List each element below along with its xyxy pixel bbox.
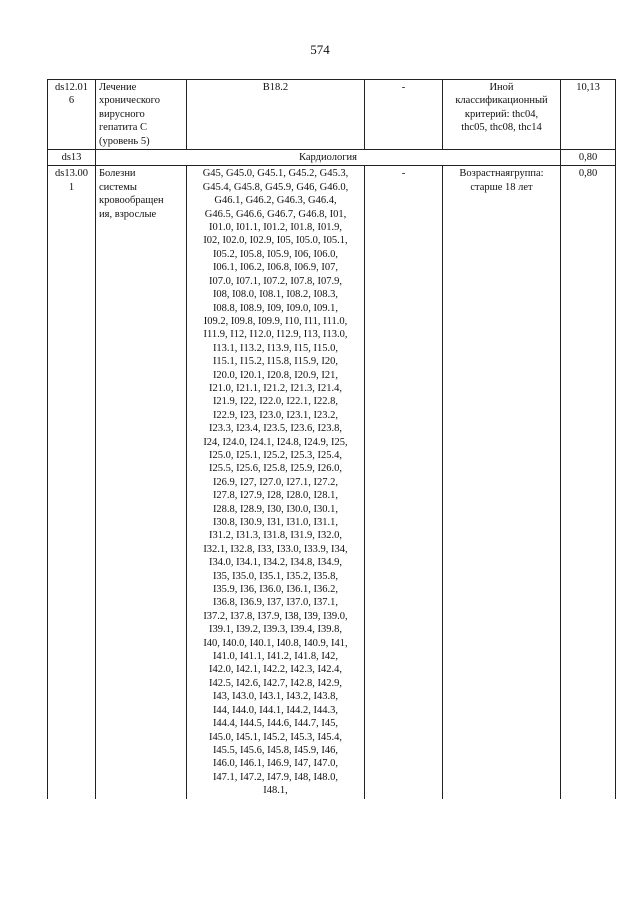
mkb-code-line: G45.4, G45.8, G45.9, G46, G46.0,	[202, 181, 349, 193]
mkb-code-line: I30.8, I30.9, I31, I31.0, I31.1,	[212, 517, 339, 528]
mkb-code-line: I08.8, I08.9, I09, I09.0, I09.1,	[212, 302, 339, 314]
criterion-cell	[443, 166, 561, 799]
mkb-code-line: I25.0, I25.1, I25.2, I25.3, I25.4,	[209, 449, 342, 461]
group-code-cell	[48, 166, 96, 799]
mkb-code-line: I06.1, I06.2, I06.8, I06.9, I07,	[212, 262, 339, 274]
mkb-code-line: I01.0, I01.1, I01.2, I01.8, I01.9,	[209, 222, 342, 234]
mkb-code-line: I28.8, I28.9, I30, I30.0, I30.1,	[212, 503, 339, 515]
table-row	[48, 166, 616, 799]
mkb-code-line: I07.0, I07.1, I07.2, I07.8, I07.9,	[209, 275, 342, 287]
coefficient: 10,13	[576, 82, 600, 93]
mkb-code-line: I35, I35.0, I35.1, I35.2, I35.8,	[212, 570, 339, 582]
service-code: -	[401, 168, 406, 180]
service-code: -	[401, 82, 406, 93]
mkb-code-line: I21.9, I22, I22.0, I22.1, I22.8,	[212, 396, 339, 408]
page-number: 574	[310, 42, 330, 57]
mkb-code-line: I15.1, I15.2, I15.8, I15.9, I20,	[212, 356, 339, 368]
mkb-code-line: I22.9, I23, I23.0, I23.1, I23.2,	[212, 409, 339, 421]
service-code-cell	[365, 80, 443, 150]
mkb-code-line: G45, G45.0, G45.1, G45.2, G45.3,	[202, 168, 349, 180]
mkb-code-line: I45.5, I45.6, I45.8, I45.9, I46,	[212, 744, 339, 756]
coefficient: 0,80	[578, 168, 598, 180]
section-row	[48, 150, 616, 166]
section-title-cell	[96, 150, 561, 166]
mkb-code-line: I24, I24.0, I24.1, I24.8, I24.9, I25,	[203, 436, 348, 448]
mkb-code-line: I27.8, I27.9, I28, I28.0, I28.1,	[212, 490, 339, 502]
group-code: ds13.00 1	[55, 168, 88, 193]
mkb-code-line: I47.1, I47.2, I47.9, I48, I48.0,	[212, 771, 339, 783]
mkb-code-line: I45.0, I45.1, I45.2, I45.3, I45.4,	[209, 731, 342, 743]
table-row	[48, 80, 616, 150]
mkb-code-line: I05.2, I05.8, I05.9, I06, I06.0,	[212, 248, 339, 260]
group-code: ds12.01 6	[55, 82, 88, 107]
mkb-code-line: I42.0, I42.1, I42.2, I42.3, I42.4,	[209, 664, 342, 676]
group-code-cell	[48, 80, 96, 150]
section-coefficient-cell	[561, 150, 616, 166]
mkb-code-line: I13.1, I13.2, I13.9, I15, I15.0,	[212, 342, 339, 354]
criterion: Иной классификационный критерий: thc04, thc05, thc08, thc14	[455, 82, 548, 134]
mkb-code-line: I41.0, I41.1, I41.2, I41.8, I42,	[212, 651, 339, 663]
mkb-code-line: I35.9, I36, I36.0, I36.1, I36.2,	[212, 584, 339, 596]
mkb-codes-cell	[187, 166, 365, 799]
mkb-code-line: I43, I43.0, I43.1, I43.2, I43.8,	[212, 691, 339, 703]
mkb-code-line: I34.0, I34.1, I34.2, I34.8, I34.9,	[209, 557, 342, 569]
group-name-cell	[96, 166, 187, 799]
group-name: Болезни системы кровообращен ия, взрослые	[99, 168, 164, 220]
criterion: Возрастнаягруппа: старше 18 лет	[459, 168, 544, 193]
mkb-code-line: I32.1, I32.8, I33, I33.0, I33.9, I34,	[203, 543, 348, 555]
mkb-code-line: I44, I44.0, I44.1, I44.2, I44.3,	[212, 704, 339, 716]
mkb-code-line: I40, I40.0, I40.1, I40.8, I40.9, I41,	[203, 637, 348, 649]
tariff-table	[47, 79, 616, 799]
mkb-code-line: I09.2, I09.8, I09.9, I10, I11, I11.0,	[203, 315, 348, 327]
service-code-cell	[365, 166, 443, 799]
mkb-code-line: I31.2, I31.3, I31.8, I31.9, I32.0,	[209, 530, 342, 542]
mkb-code-line: I26.9, I27, I27.0, I27.1, I27.2,	[212, 476, 339, 488]
mkb-code-line: I46.0, I46.1, I46.9, I47, I47.0,	[212, 758, 339, 770]
mkb-code-line: I20.0, I20.1, I20.8, I20.9, I21,	[212, 369, 339, 381]
section-code: ds13	[61, 152, 82, 164]
mkb-code-line: I02, I02.0, I02.9, I05, I05.0, I05.1,	[203, 235, 348, 247]
section-code-cell	[48, 150, 96, 166]
mkb-code-line: I37.2, I37.8, I37.9, I38, I39, I39.0,	[203, 610, 348, 622]
mkb-code-line: I25.5, I25.6, I25.8, I25.9, I26.0,	[209, 463, 342, 475]
mkb-code-line: I36.8, I36.9, I37, I37.0, I37.1,	[212, 597, 339, 609]
group-name: Лечение хронического вирусного гепатита С (уровень 5)	[99, 82, 160, 147]
mkb-code-line: I11.9, I12, I12.0, I12.9, I13, I13.0,	[203, 329, 348, 341]
group-name-cell	[96, 80, 187, 150]
mkb-code-line: I21.0, I21.1, I21.2, I21.3, I21.4,	[209, 382, 342, 394]
criterion-cell	[443, 80, 561, 150]
mkb-code-line: I08, I08.0, I08.1, I08.2, I08.3,	[212, 289, 339, 301]
mkb-code-line: I39.1, I39.2, I39.3, I39.4, I39.8,	[209, 624, 342, 636]
mkb-codes: B18.2	[262, 82, 289, 93]
coefficient-cell	[561, 80, 616, 150]
section-title: Кардиология	[299, 152, 357, 164]
mkb-code-line: I48.1,	[263, 785, 288, 797]
mkb-code-line: I23.3, I23.4, I23.5, I23.6, I23.8,	[209, 423, 342, 435]
section-coefficient: 0,80	[578, 152, 598, 164]
mkb-code-line: I44.4, I44.5, I44.6, I44.7, I45,	[212, 718, 339, 730]
mkb-code-line: I42.5, I42.6, I42.7, I42.8, I42.9,	[209, 677, 342, 689]
coefficient-cell	[561, 166, 616, 799]
mkb-code-list	[190, 167, 361, 797]
mkb-codes-cell	[187, 80, 365, 150]
mkb-code-line: G46.1, G46.2, G46.3, G46.4,	[214, 195, 337, 207]
mkb-code-line: G46.5, G46.6, G46.7, G46.8, I01,	[204, 208, 347, 220]
